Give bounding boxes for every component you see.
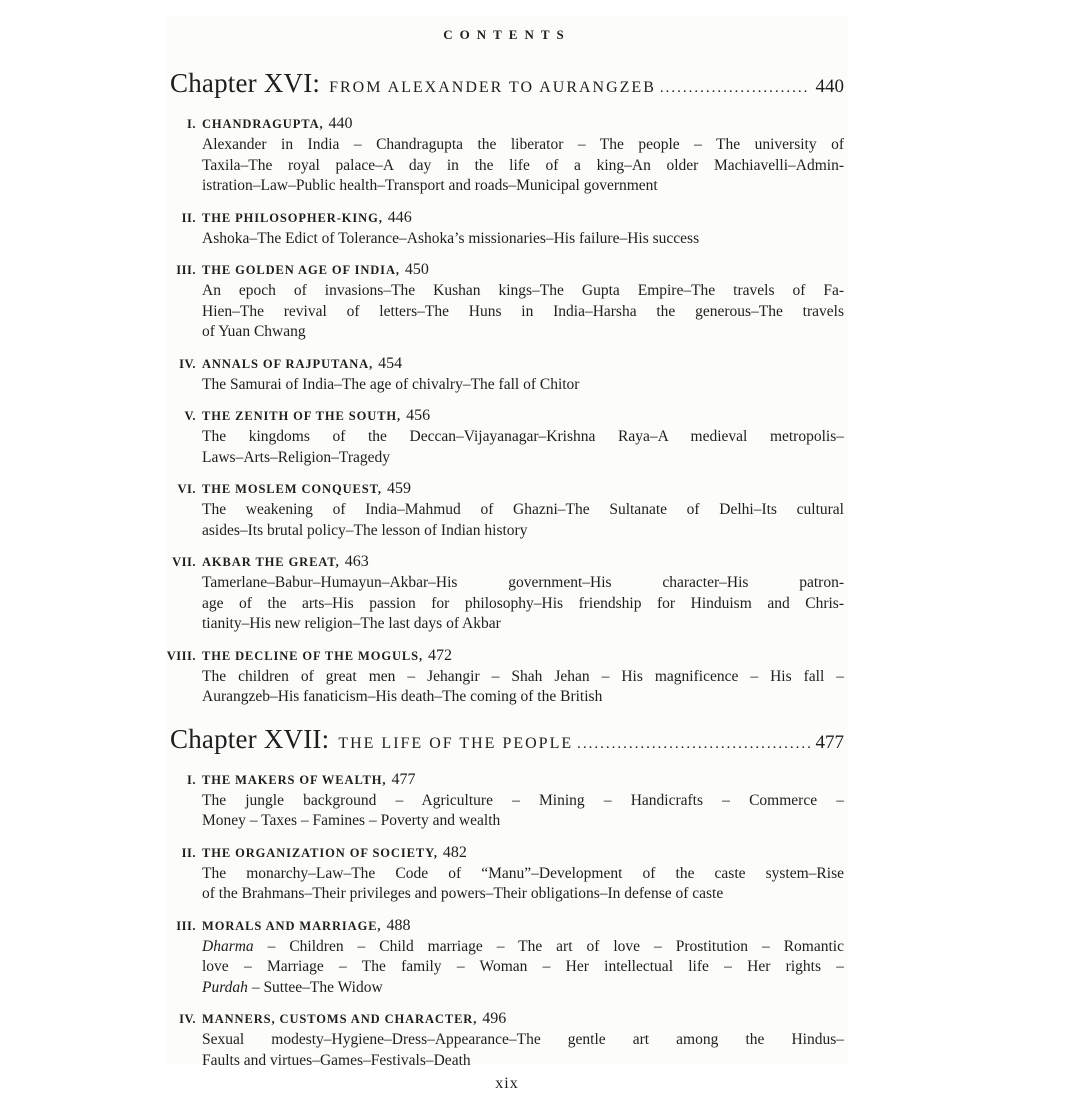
- dot-leader: [660, 73, 810, 103]
- description-line: love – Marriage – The family – Woman – Her intellectual life – Her rights –: [202, 958, 844, 975]
- toc-section: [166, 769, 848, 832]
- toc-section: [166, 259, 848, 343]
- description-line: istration–Law–Public health–Transport and roads–Municipal government: [202, 177, 658, 194]
- chapter-title: FROM ALEXANDER TO AURANGZEB: [329, 79, 656, 96]
- description-line: The kingdoms of the Deccan–Vijayanagar–Krishna Raya–A medieval metropolis–: [202, 428, 844, 445]
- section-heading: [166, 207, 848, 229]
- description-line: Ashoka–The Edict of Tolerance–Ashoka’s missionaries–His failure–His success: [202, 229, 700, 247]
- section-description: [202, 791, 844, 832]
- section-heading: [166, 405, 848, 427]
- description-line: Purdah – Suttee–The Widow: [202, 978, 383, 996]
- toc-section: [166, 207, 848, 250]
- section-description: [202, 667, 844, 708]
- section-numeral: IV.: [179, 1012, 196, 1026]
- section-numeral: II.: [181, 210, 196, 225]
- section-title: THE GOLDEN AGE OF INDIA,: [202, 263, 400, 277]
- section-page-number: 450: [404, 261, 429, 278]
- chapter-16: [166, 68, 848, 708]
- section-heading: [166, 353, 848, 375]
- toc-section: [166, 113, 848, 197]
- section-description: [202, 864, 844, 905]
- section-title: THE MAKERS OF WEALTH,: [202, 772, 387, 787]
- section-page-number: 459: [386, 480, 411, 497]
- description-line: Laws–Arts–Religion–Tragedy: [202, 448, 390, 466]
- chapter-17: [166, 724, 848, 1072]
- description-line: The children of great men – Jehangir – Shah Jehan – His magnificence – His fall –: [202, 667, 844, 685]
- section-numeral: VIII.: [166, 648, 196, 663]
- section-page-number: 454: [378, 354, 403, 372]
- section-description: [202, 135, 844, 197]
- toc-section: [166, 645, 848, 708]
- description-line: tianity–His new religion–The last days of Akbar: [202, 615, 501, 632]
- toc-section: [166, 405, 848, 468]
- section-page-number: 477: [391, 770, 416, 788]
- section-numeral: V.: [184, 409, 196, 423]
- section-description: [202, 427, 844, 468]
- section-description: [202, 937, 844, 999]
- section-heading: [166, 842, 848, 864]
- description-line: Money – Taxes – Famines – Poverty and wealth: [202, 812, 501, 829]
- toc-section: [166, 551, 848, 635]
- section-heading: [166, 915, 848, 937]
- description-line: Dharma – Children – Child marriage – The art of love – Prostitution – Romantic: [202, 937, 844, 955]
- description-line: Sexual modesty–Hygiene–Dress–Appearance–The gentle art among the Hindus–: [202, 1031, 844, 1048]
- section-description: [202, 500, 844, 541]
- section-title: THE DECLINE OF THE MOGULS,: [202, 648, 424, 663]
- section-page-number: 496: [482, 1010, 507, 1027]
- description-line: Hien–The revival of letters–The Huns in India–Harsha the generous–The travels: [202, 302, 844, 320]
- section-description: [202, 229, 844, 250]
- description-line: The weakening of India–Mahmud of Ghazni–The Sultanate of Delhi–Its cultural: [202, 501, 844, 518]
- section-description: [202, 573, 844, 635]
- section-description: [202, 1030, 844, 1071]
- description-line: Alexander in India – Chandragupta the liberator – The people – The university of: [202, 136, 844, 153]
- section-numeral: II.: [181, 845, 196, 860]
- section-description: [202, 281, 844, 343]
- section-title: MORALS AND MARRIAGE,: [202, 918, 382, 933]
- section-numeral: III.: [176, 263, 196, 277]
- chapter-page-number: 440: [815, 76, 844, 97]
- section-page-number: 440: [328, 115, 353, 132]
- description-line: asides–Its brutal policy–The lesson of Indian history: [202, 521, 528, 539]
- description-line: The monarchy–Law–The Code of “Manu”–Development of the caste system–Rise: [202, 864, 844, 882]
- description-line: of the Brahmans–Their privileges and powers–Their obligations–In defense of caste: [202, 885, 724, 902]
- chapter-heading: [170, 68, 844, 103]
- section-numeral: I.: [187, 772, 196, 787]
- section-description: [202, 375, 844, 396]
- description-line: Taxila–The royal palace–A day in the life of a king–An older Machiavelli–Admin-: [202, 156, 844, 174]
- description-line: age of the arts–His passion for philosophy–His friendship for Hinduism and Chris-: [202, 594, 844, 612]
- section-title: AKBAR THE GREAT,: [202, 555, 340, 569]
- toc-section: [166, 1008, 848, 1071]
- section-title: THE ORGANIZATION OF SOCIETY,: [202, 845, 438, 860]
- description-line: The Samurai of India–The age of chivalry–The fall of Chitor: [202, 375, 580, 393]
- section-numeral: VII.: [172, 555, 196, 569]
- section-page-number: 488: [386, 916, 411, 934]
- section-heading: [166, 113, 848, 135]
- description-line: Tamerlane–Babur–Humayun–Akbar–His government–His character–His patron-: [202, 574, 844, 591]
- section-title: MANNERS, CUSTOMS AND CHARACTER,: [202, 1012, 478, 1026]
- section-title: CHANDRAGUPTA,: [202, 117, 324, 131]
- section-heading: [166, 259, 848, 281]
- toc-section: [166, 842, 848, 905]
- chapter-label: Chapter XVII:: [170, 723, 330, 754]
- chapter-page-number: 477: [815, 731, 844, 753]
- section-heading: [166, 478, 848, 500]
- section-heading: [166, 645, 848, 667]
- chapter-heading: [170, 724, 844, 759]
- section-heading: [166, 551, 848, 573]
- dot-leader: [577, 729, 809, 759]
- chapter-label: Chapter XVI:: [170, 68, 321, 98]
- section-page-number: 463: [344, 553, 369, 570]
- chapter-title: THE LIFE OF THE PEOPLE: [338, 734, 574, 752]
- section-title: THE PHILOSOPHER-KING,: [202, 210, 383, 225]
- section-numeral: IV.: [179, 356, 196, 371]
- section-title: THE MOSLEM CONQUEST,: [202, 482, 382, 496]
- section-page-number: 456: [406, 407, 431, 424]
- section-title: THE ZENITH OF THE SOUTH,: [202, 409, 402, 423]
- book-page: [166, 16, 848, 1092]
- section-numeral: VI.: [177, 482, 196, 496]
- section-heading: [166, 1008, 848, 1030]
- section-numeral: III.: [176, 918, 196, 933]
- description-line: of Yuan Chwang: [202, 323, 306, 340]
- folio-page-number: xix: [495, 1075, 519, 1092]
- description-line: An epoch of invasions–The Kushan kings–The Gupta Empire–The travels of Fa-: [202, 282, 844, 299]
- section-page-number: 472: [428, 646, 453, 664]
- description-line: The jungle background – Agriculture – Mining – Handicrafts – Commerce –: [202, 791, 844, 809]
- description-line: Aurangzeb–His fanaticism–His death–The coming of the British: [202, 688, 603, 705]
- toc-section: [166, 915, 848, 999]
- toc-section: [166, 353, 848, 396]
- section-page-number: 482: [442, 843, 467, 861]
- running-head: CONTENTS: [443, 27, 571, 42]
- section-page-number: 446: [387, 208, 412, 226]
- description-line: Faults and virtues–Games–Festivals–Death: [202, 1051, 471, 1069]
- section-heading: [166, 769, 848, 791]
- section-numeral: I.: [187, 117, 196, 131]
- toc-section: [166, 478, 848, 541]
- section-title: ANNALS OF RAJPUTANA,: [202, 356, 374, 371]
